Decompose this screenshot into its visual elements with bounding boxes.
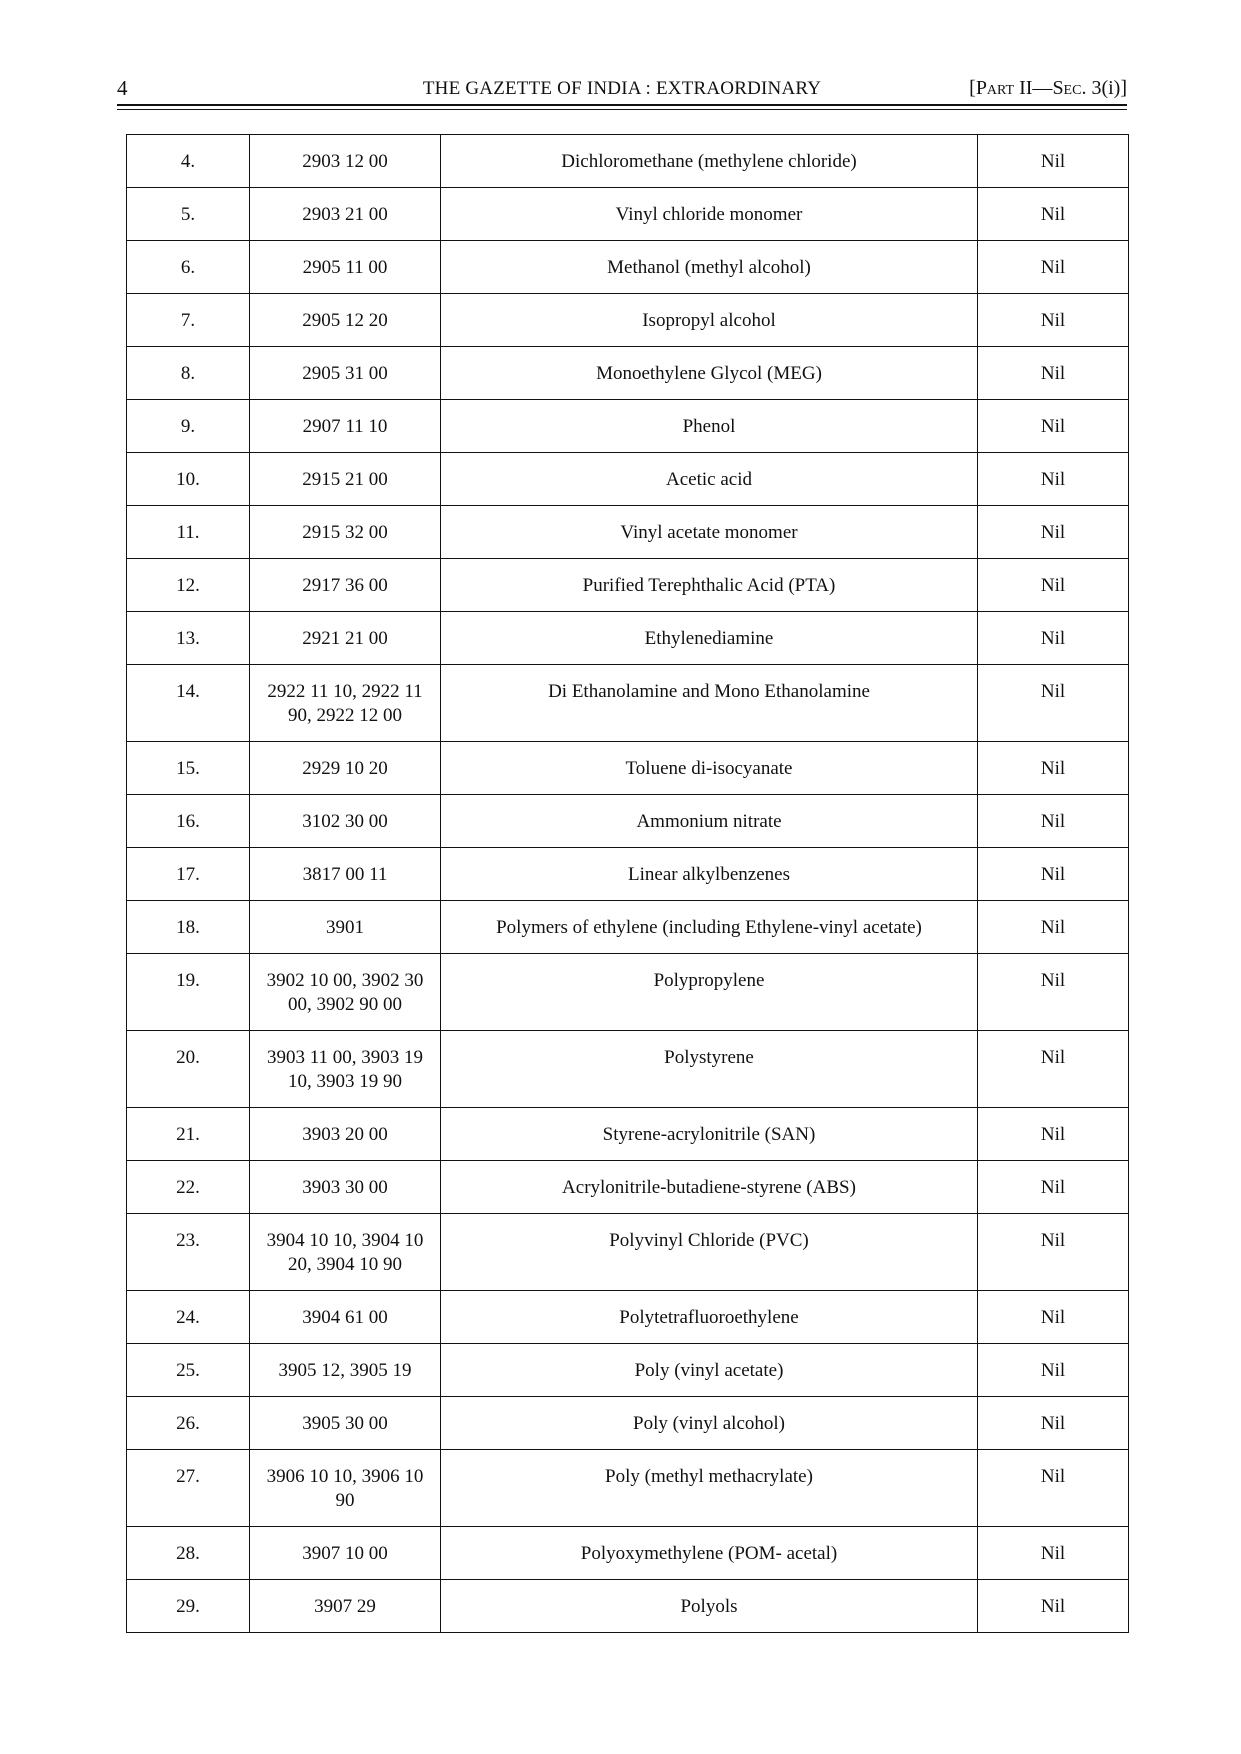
tariff-heading-cell: 2929 10 20 bbox=[250, 742, 441, 795]
table-row bbox=[127, 453, 1129, 506]
header-rule-thick bbox=[117, 104, 1127, 106]
table-row bbox=[127, 1291, 1129, 1344]
tariff-heading-cell: 2905 12 20 bbox=[250, 294, 441, 347]
tariff-heading-cell: 3903 11 00, 3903 19 10, 3903 19 90 bbox=[250, 1031, 441, 1108]
rate-cell: Nil bbox=[978, 506, 1129, 559]
rate-cell: Nil bbox=[978, 294, 1129, 347]
gazette-title: THE GAZETTE OF INDIA : EXTRAORDINARY bbox=[422, 78, 822, 99]
rate-cell: Nil bbox=[978, 1108, 1129, 1161]
description-cell: Vinyl chloride monomer bbox=[441, 188, 978, 241]
tariff-heading-cell: 3906 10 10, 3906 10 90 bbox=[250, 1450, 441, 1527]
description-cell: Toluene di-isocyanate bbox=[441, 742, 978, 795]
tariff-heading-cell: 2905 11 00 bbox=[250, 241, 441, 294]
rate-cell: Nil bbox=[978, 188, 1129, 241]
serial-number-cell: 26. bbox=[127, 1397, 250, 1450]
sec-word: Sec. bbox=[1052, 77, 1087, 99]
tariff-heading-cell: 3904 10 10, 3904 10 20, 3904 10 90 bbox=[250, 1214, 441, 1291]
rate-cell: Nil bbox=[978, 1344, 1129, 1397]
description-cell: Vinyl acetate monomer bbox=[441, 506, 978, 559]
table-row bbox=[127, 400, 1129, 453]
serial-number-cell: 22. bbox=[127, 1161, 250, 1214]
table-row bbox=[127, 188, 1129, 241]
serial-number-cell: 19. bbox=[127, 954, 250, 1031]
serial-number-cell: 29. bbox=[127, 1580, 250, 1633]
table-row bbox=[127, 901, 1129, 954]
serial-number-cell: 8. bbox=[127, 347, 250, 400]
serial-number-cell: 12. bbox=[127, 559, 250, 612]
table-row bbox=[127, 559, 1129, 612]
header-rule-thin bbox=[117, 109, 1127, 110]
serial-number-cell: 7. bbox=[127, 294, 250, 347]
serial-number-cell: 24. bbox=[127, 1291, 250, 1344]
rate-cell: Nil bbox=[978, 795, 1129, 848]
description-cell: Poly (methyl methacrylate) bbox=[441, 1450, 978, 1527]
tariff-heading-cell: 3903 30 00 bbox=[250, 1161, 441, 1214]
tariff-heading-cell: 2917 36 00 bbox=[250, 559, 441, 612]
description-cell: Polystyrene bbox=[441, 1031, 978, 1108]
description-cell: Poly (vinyl acetate) bbox=[441, 1344, 978, 1397]
tariff-table-body bbox=[127, 135, 1129, 1633]
description-cell: Polytetrafluoroethylene bbox=[441, 1291, 978, 1344]
rate-cell: Nil bbox=[978, 901, 1129, 954]
tariff-heading-cell: 2922 11 10, 2922 11 90, 2922 12 00 bbox=[250, 665, 441, 742]
serial-number-cell: 5. bbox=[127, 188, 250, 241]
rate-cell: Nil bbox=[978, 347, 1129, 400]
rate-cell: Nil bbox=[978, 453, 1129, 506]
serial-number-cell: 25. bbox=[127, 1344, 250, 1397]
tariff-heading-cell: 3904 61 00 bbox=[250, 1291, 441, 1344]
rate-cell: Nil bbox=[978, 400, 1129, 453]
description-cell: Acetic acid bbox=[441, 453, 978, 506]
table-row bbox=[127, 347, 1129, 400]
rate-cell: Nil bbox=[978, 1031, 1129, 1108]
description-cell: Poly (vinyl alcohol) bbox=[441, 1397, 978, 1450]
serial-number-cell: 11. bbox=[127, 506, 250, 559]
serial-number-cell: 9. bbox=[127, 400, 250, 453]
description-cell: Methanol (methyl alcohol) bbox=[441, 241, 978, 294]
rate-cell: Nil bbox=[978, 742, 1129, 795]
description-cell: Ammonium nitrate bbox=[441, 795, 978, 848]
table-row bbox=[127, 1108, 1129, 1161]
table-row bbox=[127, 795, 1129, 848]
rate-cell: Nil bbox=[978, 848, 1129, 901]
description-cell: Polyols bbox=[441, 1580, 978, 1633]
rate-cell: Nil bbox=[978, 1527, 1129, 1580]
table-row bbox=[127, 665, 1129, 742]
description-cell: Monoethylene Glycol (MEG) bbox=[441, 347, 978, 400]
table-row bbox=[127, 1214, 1129, 1291]
rate-cell: Nil bbox=[978, 665, 1129, 742]
serial-number-cell: 17. bbox=[127, 848, 250, 901]
serial-number-cell: 27. bbox=[127, 1450, 250, 1527]
table-row bbox=[127, 1397, 1129, 1450]
tariff-heading-cell: 2903 12 00 bbox=[250, 135, 441, 188]
page-header bbox=[117, 76, 1127, 106]
tariff-heading-cell: 2903 21 00 bbox=[250, 188, 441, 241]
table-row bbox=[127, 612, 1129, 665]
tariff-heading-cell: 3903 20 00 bbox=[250, 1108, 441, 1161]
tariff-heading-cell: 2907 11 10 bbox=[250, 400, 441, 453]
description-cell: Polymers of ethylene (including Ethylene-vinyl acetate) bbox=[441, 901, 978, 954]
description-cell: Ethylenediamine bbox=[441, 612, 978, 665]
table-row bbox=[127, 294, 1129, 347]
table-row bbox=[127, 1344, 1129, 1397]
tariff-heading-cell: 3817 00 11 bbox=[250, 848, 441, 901]
page-number: 4 bbox=[117, 76, 128, 100]
rate-cell: Nil bbox=[978, 1291, 1129, 1344]
table-row bbox=[127, 1031, 1129, 1108]
table-row bbox=[127, 954, 1129, 1031]
description-cell: Linear alkylbenzenes bbox=[441, 848, 978, 901]
part-word: Part bbox=[975, 77, 1015, 99]
description-cell: Polyoxymethylene (POM- acetal) bbox=[441, 1527, 978, 1580]
rate-cell: Nil bbox=[978, 1161, 1129, 1214]
table-row bbox=[127, 1580, 1129, 1633]
serial-number-cell: 6. bbox=[127, 241, 250, 294]
serial-number-cell: 14. bbox=[127, 665, 250, 742]
tariff-heading-cell: 2915 32 00 bbox=[250, 506, 441, 559]
serial-number-cell: 20. bbox=[127, 1031, 250, 1108]
rate-cell: Nil bbox=[978, 954, 1129, 1031]
rate-cell: Nil bbox=[978, 612, 1129, 665]
table-row bbox=[127, 1161, 1129, 1214]
table-row bbox=[127, 241, 1129, 294]
description-cell: Phenol bbox=[441, 400, 978, 453]
description-cell: Acrylonitrile-butadiene-styrene (ABS) bbox=[441, 1161, 978, 1214]
table-row bbox=[127, 742, 1129, 795]
serial-number-cell: 10. bbox=[127, 453, 250, 506]
serial-number-cell: 18. bbox=[127, 901, 250, 954]
tariff-heading-cell: 2905 31 00 bbox=[250, 347, 441, 400]
table-row bbox=[127, 848, 1129, 901]
rate-cell: Nil bbox=[978, 1580, 1129, 1633]
tariff-heading-cell: 3907 29 bbox=[250, 1580, 441, 1633]
tariff-heading-cell: 3901 bbox=[250, 901, 441, 954]
description-cell: Purified Terephthalic Acid (PTA) bbox=[441, 559, 978, 612]
description-cell: Di Ethanolamine and Mono Ethanolamine bbox=[441, 665, 978, 742]
serial-number-cell: 15. bbox=[127, 742, 250, 795]
description-cell: Polyvinyl Chloride (PVC) bbox=[441, 1214, 978, 1291]
description-cell: Polypropylene bbox=[441, 954, 978, 1031]
tariff-heading-cell: 3905 30 00 bbox=[250, 1397, 441, 1450]
rate-cell: Nil bbox=[978, 1397, 1129, 1450]
serial-number-cell: 13. bbox=[127, 612, 250, 665]
rate-cell: Nil bbox=[978, 241, 1129, 294]
description-cell: Isopropyl alcohol bbox=[441, 294, 978, 347]
tariff-heading-cell: 3905 12, 3905 19 bbox=[250, 1344, 441, 1397]
table-row bbox=[127, 1527, 1129, 1580]
description-cell: Styrene-acrylonitrile (SAN) bbox=[441, 1108, 978, 1161]
table-row bbox=[127, 1450, 1129, 1527]
table-row bbox=[127, 135, 1129, 188]
tariff-heading-cell: 3902 10 00, 3902 30 00, 3902 90 00 bbox=[250, 954, 441, 1031]
tariff-table bbox=[126, 134, 1129, 1633]
table-row bbox=[127, 506, 1129, 559]
tariff-heading-cell: 2915 21 00 bbox=[250, 453, 441, 506]
rate-cell: Nil bbox=[978, 135, 1129, 188]
description-cell: Dichloromethane (methylene chloride) bbox=[441, 135, 978, 188]
serial-number-cell: 21. bbox=[127, 1108, 250, 1161]
tariff-heading-cell: 2921 21 00 bbox=[250, 612, 441, 665]
rate-cell: Nil bbox=[978, 1450, 1129, 1527]
serial-number-cell: 23. bbox=[127, 1214, 250, 1291]
serial-number-cell: 16. bbox=[127, 795, 250, 848]
rate-cell: Nil bbox=[978, 559, 1129, 612]
tariff-heading-cell: 3102 30 00 bbox=[250, 795, 441, 848]
serial-number-cell: 28. bbox=[127, 1527, 250, 1580]
tariff-heading-cell: 3907 10 00 bbox=[250, 1527, 441, 1580]
part-section-label: [Part II—Sec. 3(i)] bbox=[969, 77, 1127, 99]
serial-number-cell: 4. bbox=[127, 135, 250, 188]
rate-cell: Nil bbox=[978, 1214, 1129, 1291]
